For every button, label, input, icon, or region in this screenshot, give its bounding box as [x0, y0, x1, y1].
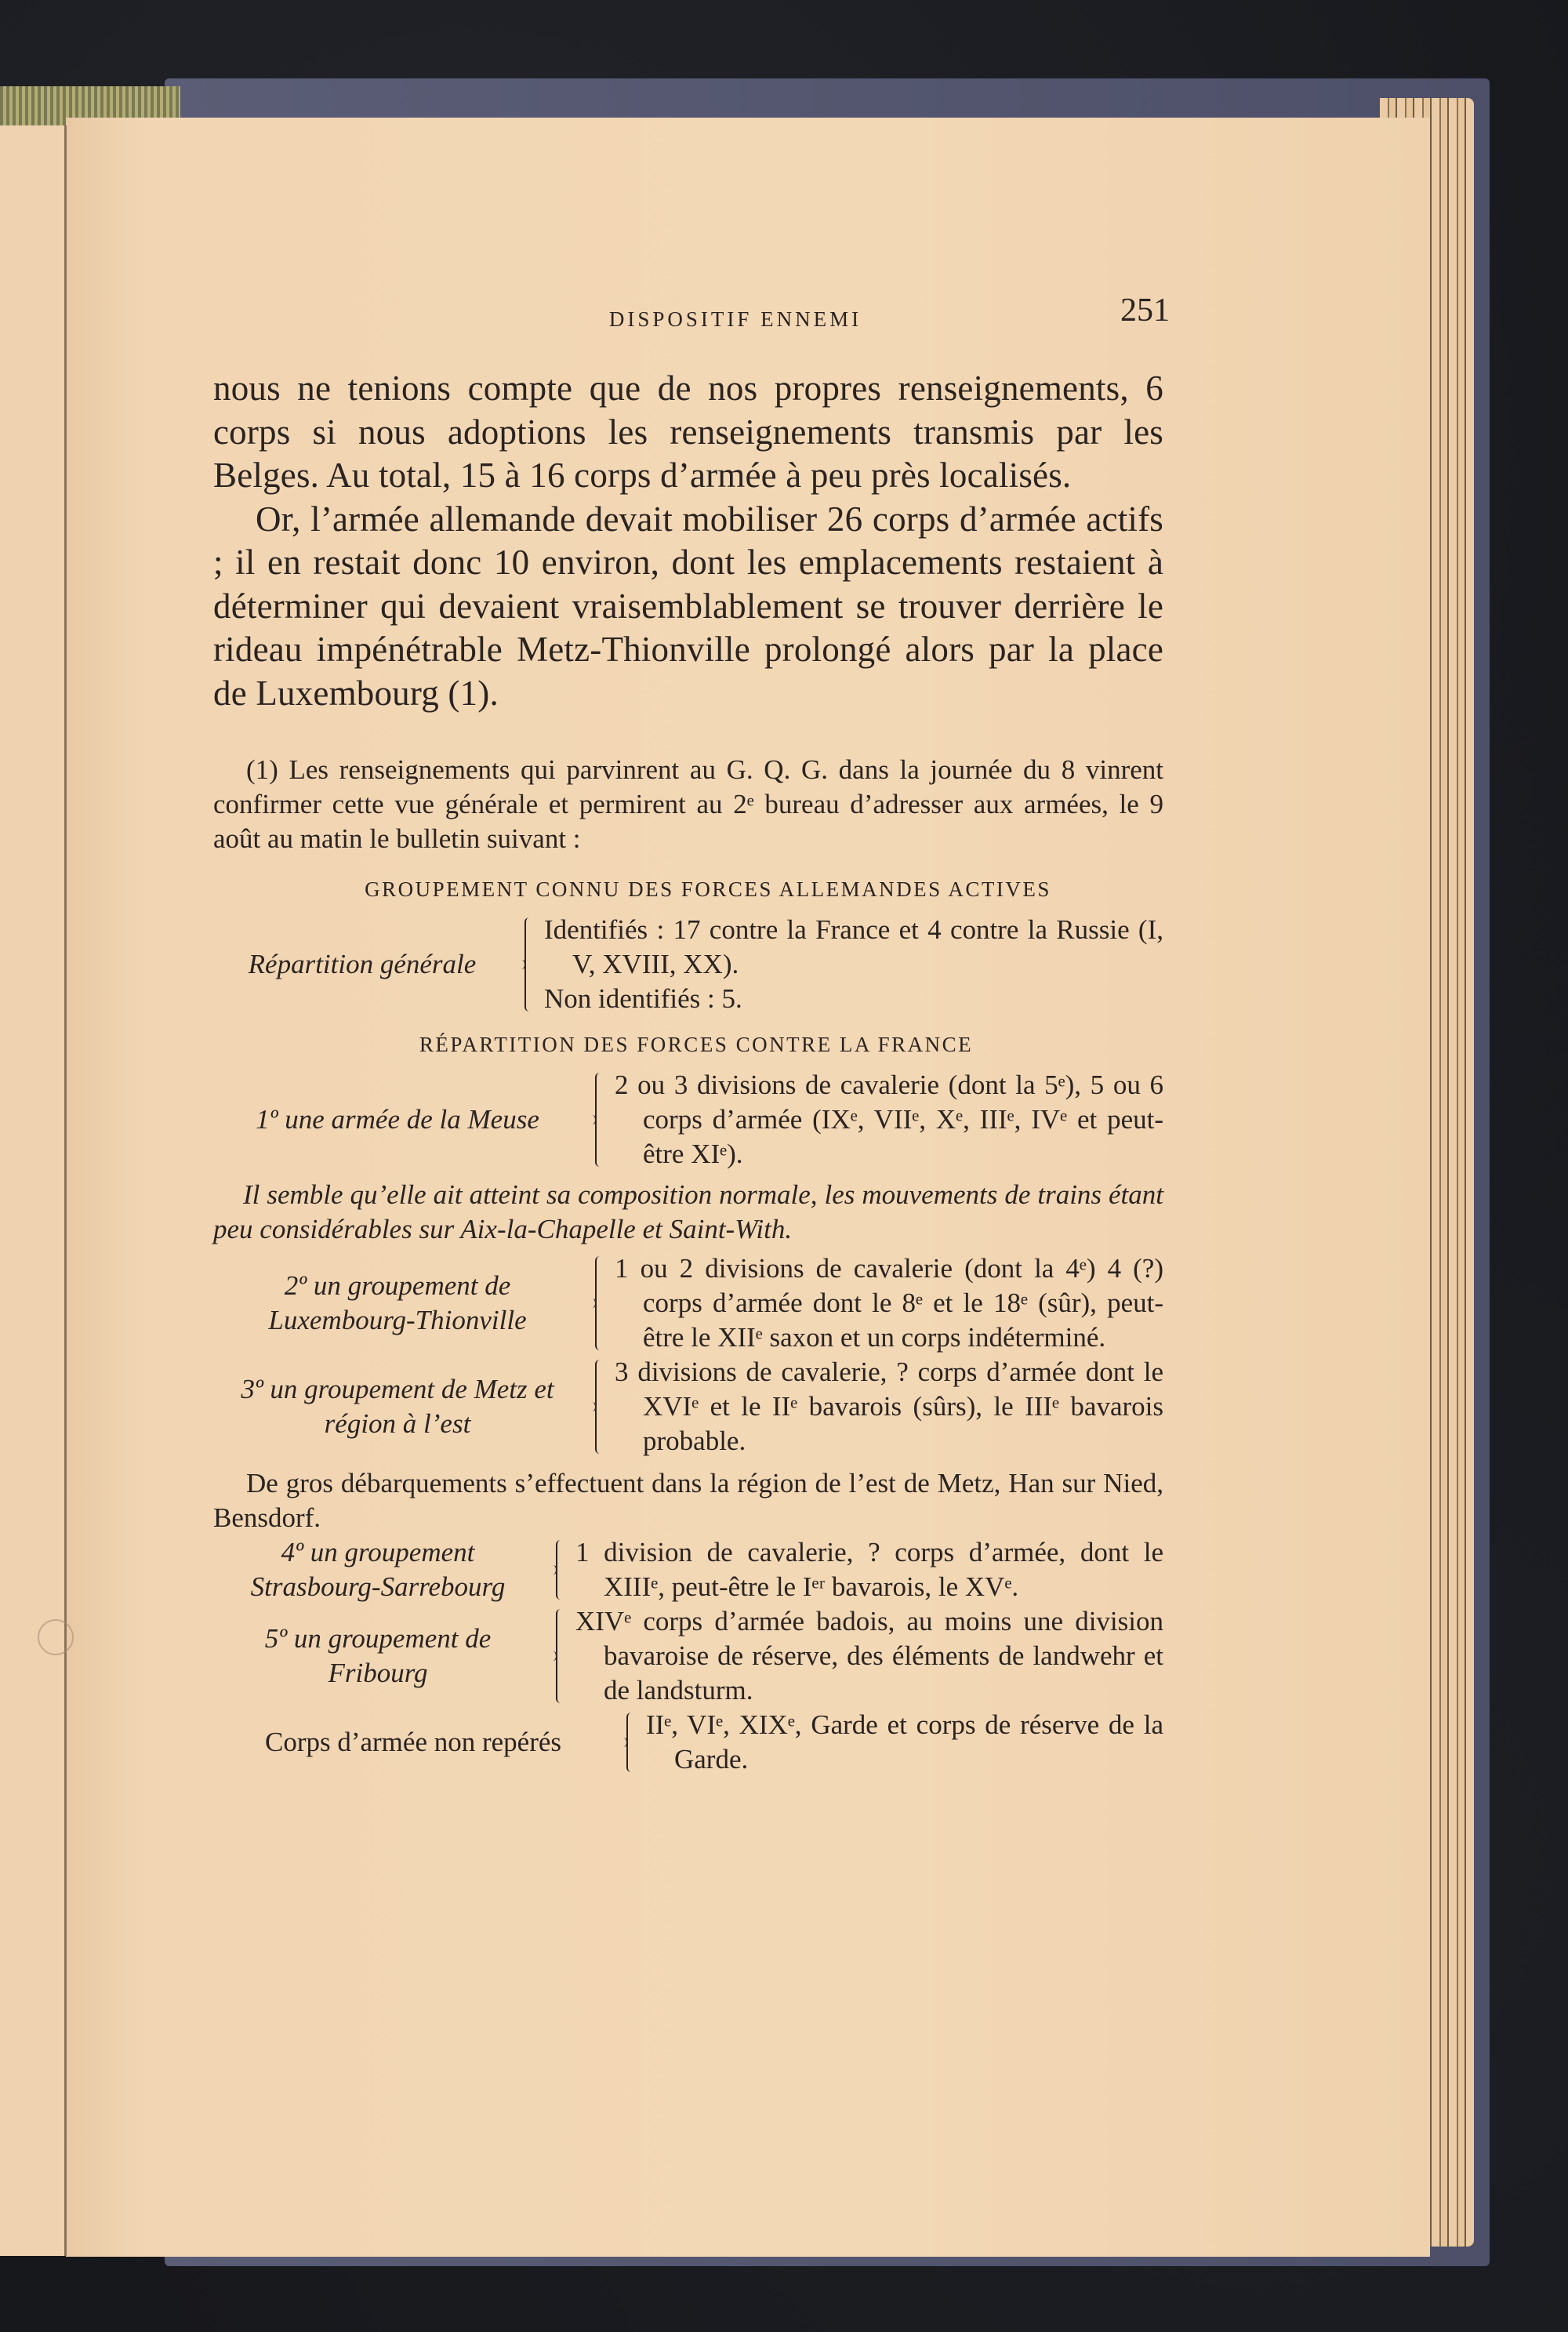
repartition-generale: Répartition générale Identifiés : 17 contre la France et 4 contre la Russie (I, V, XVIII, XX). Non identifiés : 5. — [213, 913, 1163, 1016]
group-luxembourg-thionville: 2º un groupement de Luxembourg-Thionville 1 ou 2 divisions de cavalerie (dont la 4ᵉ) 4 (?) corps d’armée dont le 8ᵉ et le 18ᵉ (sûr), peut-être le XIIᵉ saxon et un corps indéterminé. — [213, 1251, 1163, 1355]
brace-label: Répartition générale — [248, 949, 477, 979]
brace-label: 1º une armée de la Meuse — [256, 1104, 539, 1135]
footnote-intro: (1) Les renseignements qui parvinrent au G. Q. G. dans la journée du 8 vinrent confirmer cette vue générale et permirent au 2ᵉ bureau d’adresser aux armées, le 9 août au matin le bulletin suivant : — [213, 754, 1163, 854]
running-title: DISPOSITIF ENNEMI — [608, 307, 862, 331]
curly-brace-icon — [588, 1355, 607, 1458]
left-page-edge — [0, 125, 66, 2256]
group-meuse: 1º une armée de la Meuse 2 ou 3 divisions de cavalerie (dont la 5ᵉ), 5 ou 6 corps d’armée (IXᵉ, VIIᵉ, Xᵉ, IIIᵉ, IVᵉ et peut-être XIᵉ). — [213, 1068, 1163, 1171]
brace-label: 5º un groupement de Fribourg — [264, 1623, 492, 1688]
paragraph: nous ne tenions compte que de nos propres renseignements, 6 corps si nous adoptions les renseignements transmis par les Belges. Au total, 15 à 16 corps d’armée à peu près localisés. — [213, 369, 1163, 495]
curly-brace-icon — [619, 1708, 638, 1777]
section-heading: RÉPARTITION DES FORCES CONTRE LA FRANCE — [419, 1033, 974, 1056]
gutter — [64, 125, 67, 2256]
footnote-marker: (1) — [246, 754, 278, 785]
paragraph: Or, l’armée allemande devait mobiliser 26 corps d’armée actifs ; il en restait donc 10 environ, dont les emplacements restaient à déterminer qui devaient vraisemblablement se trouver derrière le rideau impénétrable Metz-Thionville prolongé alors par la place de Luxembourg (1). — [213, 499, 1163, 713]
group-fribourg: 5º un groupement de Fribourg XIVᵉ corps d’armée badois, au moins une division bavaroise de réserve, des éléments de landwehr et de landsturm. — [213, 1604, 1163, 1708]
curly-brace-icon — [549, 1535, 568, 1604]
curly-brace-icon — [588, 1068, 607, 1171]
meuse-note: Il semble qu’elle ait atteint sa composition normale, les mouvements de trains étant peu considérables sur Aix-la-Chapelle et Saint-With. — [213, 1179, 1163, 1244]
brace-label: 3º un groupement de Metz et région à l’est — [241, 1374, 554, 1439]
brace-label: 2º un groupement de Luxembourg-Thionville — [268, 1270, 527, 1335]
running-head — [213, 290, 1170, 337]
binding-stitch-mark — [38, 1619, 74, 1655]
curly-brace-icon — [517, 913, 536, 1016]
section-heading: GROUPEMENT CONNU DES FORCES ALLEMANDES ACTIVES — [365, 877, 1051, 901]
group-metz: 3º un groupement de Metz et région à l’est 3 divisions de cavalerie, ? corps d’armée dont le XVIᵉ et le IIᵉ bavarois (sûrs), le IIIᵉ bavarois probable. — [213, 1355, 1163, 1458]
non-reperes: Corps d’armée non repérés IIᵉ, VIᵉ, XIXᵉ, Garde et corps de réserve de la Garde. — [213, 1708, 1163, 1777]
brace-label: Corps d’armée non repérés — [264, 1727, 562, 1757]
brace-label: 4º un groupement Strasbourg-Sarrebourg — [250, 1537, 506, 1602]
curly-brace-icon — [588, 1251, 607, 1355]
group-strasbourg-sarrebourg: 4º un groupement Strasbourg-Sarrebourg 1 division de cavalerie, ? corps d’armée, dont le XIIIᵉ, peut-être le Iᵉʳ bavarois, le XVᵉ. — [213, 1535, 1163, 1604]
footnote — [213, 753, 1163, 1777]
page-number: 251 — [1120, 292, 1170, 329]
body-text — [213, 367, 1163, 715]
curly-brace-icon — [549, 1604, 568, 1708]
page-content — [213, 290, 1170, 1777]
debarquements-paragraph: De gros débarquements s’effectuent dans la région de l’est de Metz, Han sur Nied, Bensdorf. — [213, 1468, 1163, 1533]
